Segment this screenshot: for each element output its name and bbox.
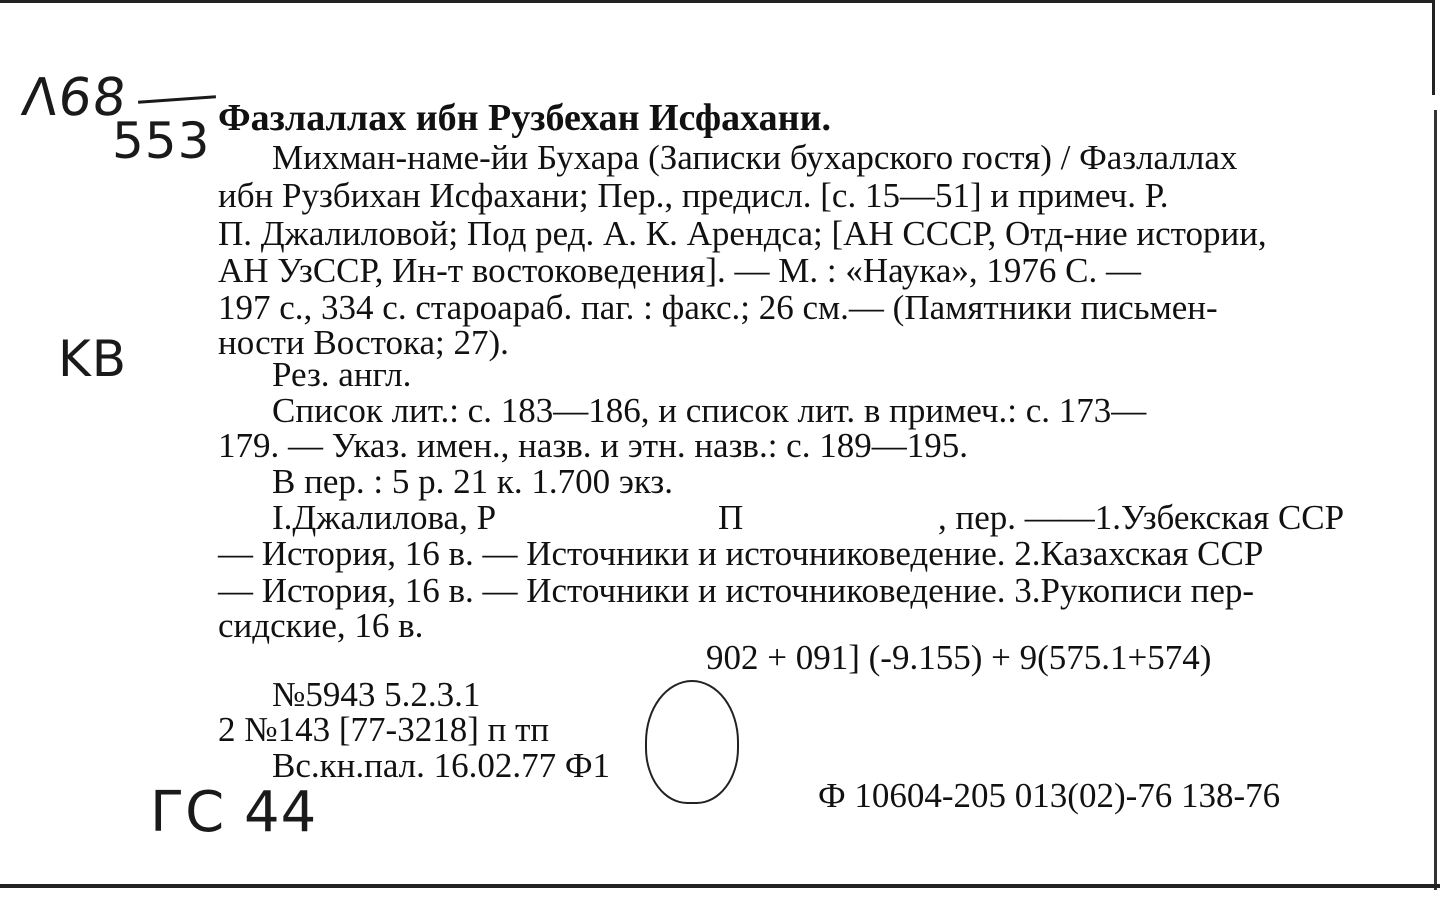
body-line: АН УзССР, Ин-т востоковедения]. — М. : «Наука», 1976 С. —: [218, 251, 1142, 290]
body-line: ибн Рузбихан Исфахани; Пер., предисл. [с. 15—51] и примеч. Р.: [218, 176, 1169, 215]
subject-line: сидские, 16 в.: [218, 606, 424, 645]
body-line: 179. — Указ. имен., назв. и этн. назв.: с. 189—195.: [218, 426, 968, 465]
subject-author: I.Джалилова, Р: [272, 498, 497, 537]
body-line: Михман-наме-йи Бухара (Записки бухарского гостя) / Фазлаллах: [272, 138, 1238, 177]
subject-role: , пер. ——1.Узбекская ССР: [938, 498, 1345, 537]
subject-line: — История, 16 в. — Источники и источниковедение. 3.Рукописи пер-: [218, 571, 1255, 610]
book-chamber-stamp: Вс.кн.пал. 16.02.77 Ф1: [272, 746, 611, 785]
body-line: Рез. англ.: [272, 355, 412, 394]
subject-line: — История, 16 в. — Источники и источниковедение. 2.Казахская ССР: [218, 534, 1264, 573]
shelfmark-line2: 553: [112, 112, 211, 170]
stamp-outline: [645, 680, 739, 804]
shelfmark-divider: [138, 95, 216, 103]
classification-code: 902 + 091] (-9.155) + 9(575.1+574): [706, 638, 1212, 677]
subject-initial: П: [718, 498, 744, 537]
order-number: №5943 5.2.3.1: [272, 675, 481, 714]
body-line: 197 с., 334 с. староараб. паг. : факс.; 26 см.— (Памятники письмен-: [218, 288, 1218, 327]
author-heading: Фазлаллах ибн Рузбехан Исфахани.: [218, 97, 831, 139]
publisher-code: Ф 10604-205 013(02)-76 138-76: [818, 776, 1281, 815]
shelfmark-bottom: ГС 44: [150, 780, 318, 845]
body-line: ности Востока; 27).: [218, 323, 509, 362]
body-line: П. Джалиловой; Под ред. А. К. Арендса; [АН СССР, Отд-ние истории,: [218, 214, 1267, 253]
card-border-right-lower: [1434, 110, 1437, 890]
shelfmark-kv: KB: [58, 330, 128, 388]
card-border-bottom: [0, 884, 1440, 888]
shelfmark-line1: Λ68: [18, 68, 130, 128]
print-number: 2 №143 [77-3218] п тп: [218, 710, 550, 749]
body-line: Список лит.: с. 183—186, и список лит. в примеч.: с. 173—: [272, 391, 1147, 430]
card-border-right: [1432, 0, 1435, 95]
card-border-top: [0, 0, 1432, 3]
body-line: В пер. : 5 р. 21 к. 1.700 экз.: [272, 462, 673, 501]
